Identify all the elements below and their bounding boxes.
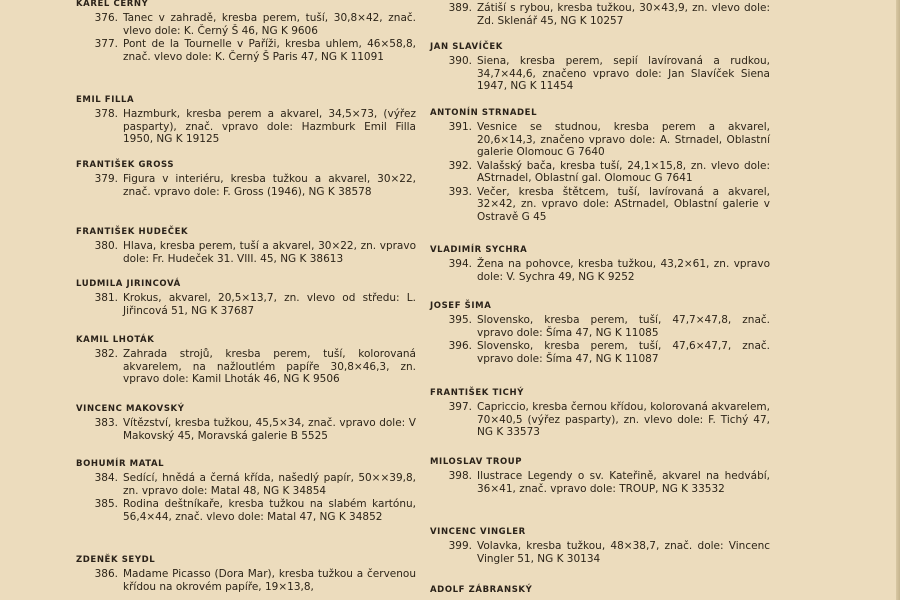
artist-section: [430, 2, 770, 28]
entry-text: Volavka, kresba tužkou, 48×38,7, znač. dole: Vincenc Vingler 51, NG K 30134: [477, 540, 770, 565]
artist-name: VINCENC MAKOVSKÝ: [76, 404, 185, 414]
entry-text: Zátiší s rybou, kresba tužkou, 30×43,9, zn. vlevo dole: Zd. Sklenář 45, NG K 10257: [477, 2, 770, 27]
artist-name: FRANTIŠEK HUDEČEK: [76, 227, 189, 237]
catalog-entry: [430, 2, 770, 27]
entry-number: 383.: [94, 417, 118, 429]
catalog-entry: [430, 121, 770, 159]
artist-name: VLADIMÍR SYCHRA: [430, 245, 528, 255]
entry-number: 382.: [94, 348, 118, 360]
catalog-entry: [76, 108, 416, 146]
entry-number: 391.: [448, 121, 472, 133]
catalog-entry: [76, 173, 416, 198]
entry-number: 396.: [448, 340, 472, 352]
entry-number: 379.: [94, 173, 118, 185]
artist-section: [76, 227, 416, 266]
catalog-entry: [430, 186, 770, 224]
artist-name: KAMIL LHOTÁK: [76, 335, 155, 345]
entry-text: Vítězství, kresba tužkou, 45,5×34, znač. vpravo dole: V Makovský 45, Moravská galerie B 5525: [123, 417, 416, 442]
catalog-entry: [430, 401, 770, 439]
artist-section: [430, 457, 770, 496]
catalog-entry: [430, 470, 770, 495]
artist-name: EMIL FILLA: [76, 95, 135, 105]
entry-text: Pont de la Tournelle v Paříži, kresba uhlem, 46×58,8, znač. vlevo dole: K. Černý Š Paris 47, NG K 11091: [123, 38, 416, 63]
entry-number: 381.: [94, 292, 118, 304]
catalog-entry: [76, 417, 416, 442]
catalog-entry: [430, 314, 770, 339]
artist-section: [430, 585, 770, 598]
catalog-entry: [76, 498, 416, 523]
artist-section: [76, 0, 416, 64]
artist-section: [430, 42, 770, 94]
artist-name: FRANTIŠEK TICHÝ: [430, 388, 524, 398]
entry-text: Večer, kresba štětcem, tuší, lavírovaná a akvarel, 32×42, zn. vpravo dole: AStrnadel, Oblastní galerie v Ostravě G 45: [477, 185, 770, 223]
page-edge: [896, 0, 900, 600]
entry-text: Krokus, akvarel, 20,5×13,7, zn. vlevo od středu: L. Jiřincová 51, NG K 37687: [123, 292, 416, 317]
catalog-entry: [430, 160, 770, 185]
entry-number: 390.: [448, 55, 472, 67]
artist-section: [430, 527, 770, 566]
entry-number: 380.: [94, 240, 118, 252]
entry-number: 384.: [94, 472, 118, 484]
catalog-entry: [430, 340, 770, 365]
artist-name: ANTONÍN STRNADEL: [430, 108, 538, 118]
artist-section: [430, 301, 770, 366]
entry-text: Madame Picasso (Dora Mar), kresba tužkou a červenou křídou na okrovém papíře, 19×13,8,: [123, 568, 416, 593]
artist-name: KAREL ČERNÝ: [76, 0, 149, 9]
entry-number: 393.: [448, 185, 472, 198]
artist-section: [76, 160, 416, 199]
artist-section: [430, 245, 770, 284]
entry-text: Siena, kresba perem, sepií lavírovaná a rudkou, 34,7×44,6, značeno vpravo dole: Jan Slavíček Siena 1947, NG K 11454: [477, 55, 770, 92]
artist-section: [430, 388, 770, 440]
entry-number: 385.: [94, 498, 118, 510]
artist-name: JOSEF ŠIMA: [430, 301, 492, 311]
entry-text: Rodina deštníkaře, kresba tužkou na slabém kartónu, 56,4×44, znač. vlevo dole: Matal 47, NG K 34852: [123, 498, 416, 523]
artist-section: [76, 404, 416, 443]
entry-number: 392.: [448, 159, 472, 172]
entry-number: 377.: [94, 38, 118, 50]
artist-section: [76, 335, 416, 387]
entry-number: 397.: [448, 401, 472, 413]
entry-text: Tanec v zahradě, kresba perem, tuší, 30,8×42, znač. vlevo dole: K. Černý Š 46, NG K 9606: [123, 12, 416, 37]
catalog-entry: [76, 292, 416, 317]
artist-section: [76, 95, 416, 147]
entry-number: 395.: [448, 314, 472, 326]
entry-number: 399.: [448, 540, 472, 552]
catalog-entry: [76, 348, 416, 386]
entry-text: Zahrada strojů, kresba perem, tuší, kolorovaná akvarelem, na nažloutlém papíře 30,8×46,3, zn. vpravo dole: Kamil Lhoták 46, NG K 9506: [123, 348, 416, 385]
artist-name: JAN SLAVÍČEK: [430, 42, 503, 52]
entry-text: Capriccio, kresba černou křídou, kolorovaná akvarelem, 70×40,5 (výřez pasparty), zn. vlevo dole: F. Tichý 47, NG K 33573: [477, 401, 770, 438]
entry-text: Slovensko, kresba perem, tuší, 47,7×47,8, znač. vpravo dole: Šíma 47, NG K 11085: [477, 314, 770, 339]
entry-number: 386.: [94, 568, 118, 580]
entry-text: Hlava, kresba perem, tuší a akvarel, 30×22, zn. vpravo dole: Fr. Hudeček 31. VIII. 45, NG K 38613: [123, 240, 416, 265]
catalog-entry: [76, 472, 416, 497]
catalog-entry: [430, 55, 770, 93]
entry-number: 398.: [448, 470, 472, 482]
catalog-entry: [76, 38, 416, 63]
artist-section: [76, 459, 416, 524]
catalog-entry: [76, 568, 416, 593]
entry-number: 378.: [94, 108, 118, 120]
entry-text: Slovensko, kresba perem, tuší, 47,6×47,7, znač. vpravo dole: Šíma 47, NG K 11087: [477, 340, 770, 365]
artist-name: ZDENĚK SEYDL: [76, 555, 156, 565]
entry-text: Vesnice se studnou, kresba perem a akvarel, 20,6×14,3, značeno vpravo dole: A. Strnadel, Oblastní galerie Olomouc G 7640: [477, 121, 770, 158]
entry-text: Figura v interiéru, kresba tužkou a akvarel, 30×22, znač. vpravo dole: F. Gross (1946), NG K 38578: [123, 173, 416, 198]
artist-name: MILOSLAV TROUP: [430, 457, 523, 467]
artist-section: [76, 555, 416, 594]
entry-text: Hazmburk, kresba perem a akvarel, 34,5×73, (výřez pasparty), znač. vpravo dole: Hazmburk Emil Filla 1950, NG K 19125: [123, 108, 416, 145]
artist-name: LUDMILA JIRINCOVÁ: [76, 279, 181, 289]
artist-name: FRANTIŠEK GROSS: [76, 160, 175, 170]
catalog-entry: [76, 240, 416, 265]
entry-text: Sedící, hnědá a černá křída, našedlý papír, 50××39,8, zn. vpravo dole: Matal 48, NG K 34854: [123, 472, 416, 497]
entry-text: Valašský bača, kresba tuší, 24,1×15,8, zn. vlevo dole: AStrnadel, Oblastní gal. Olomouc G 7641: [477, 159, 770, 184]
artist-name: BOHUMÍR MATAL: [76, 459, 165, 469]
entry-number: 389.: [448, 2, 472, 14]
entry-text: Ilustrace Legendy o sv. Kateřině, akvarel na hedvábí, 36×41, znač. vpravo dole: TROUP, NG K 33532: [477, 470, 770, 495]
catalog-entry: [76, 12, 416, 37]
artist-name: ADOLF ZÁBRANSKÝ: [430, 585, 533, 595]
entry-text: Žena na pohovce, kresba tužkou, 43,2×61, zn. vpravo dole: V. Sychra 49, NG K 9252: [477, 258, 770, 283]
entry-number: 376.: [94, 12, 118, 24]
artist-section: [430, 108, 770, 224]
entry-number: 394.: [448, 258, 472, 270]
catalog-entry: [430, 540, 770, 565]
artist-name: VINCENC VINGLER: [430, 527, 526, 537]
catalog-entry: [430, 258, 770, 283]
artist-section: [76, 279, 416, 318]
